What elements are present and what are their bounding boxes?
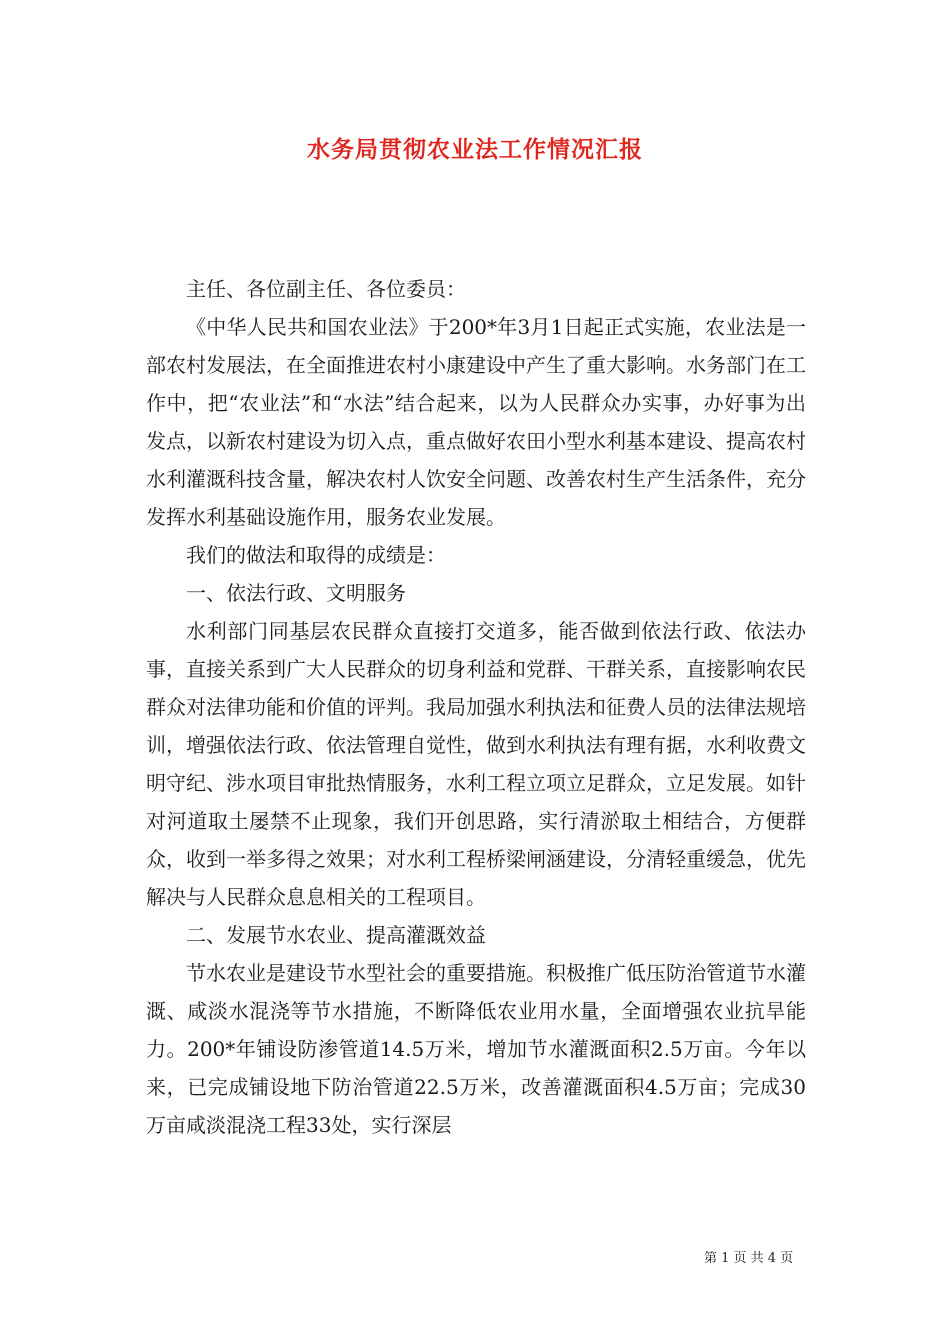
section-1-paragraph: 水利部门同基层农民群众直接打交道多，能否做到依法行政、依法办事，直接关系到广大人民群众的切身利益和党群、干群关系，直接影响农民群众对法律功能和价值的评判。我局加强水利执法和征费人员的法律法规培训，增强依法行政、依法管理自觉性，做到水利执法有理有据，水利收费文明守纪、涉水项目审批热情服务，水利工程立项立足群众，立足发展。如针对河道取土屡禁不止现象，我们开创思路，实行清淤取土相结合，方便群众，收到一举多得之效果；对水利工程桥梁闸涵建设，分清轻重缓急，优先解决与人民群众息息相关的工程项目。 [146, 619, 806, 909]
section-heading-2: 二、发展节水农业、提高灌溉效益 [186, 923, 486, 947]
page-number-footer: 第 1 页 共 4 页 [704, 1251, 794, 1266]
achievements-intro-paragraph: 我们的做法和取得的成绩是： [186, 543, 446, 567]
section-heading-1: 一、依法行政、文明服务 [186, 581, 406, 605]
section-2-paragraph: 节水农业是建设节水型社会的重要措施。积极推广低压防治管道节水灌溉、咸淡水混浇等节水措施，不断降低农业用水量，全面增强农业抗旱能力。200*年铺设防渗管道14.5万米，增加节水灌溉面积2.5万亩。今年以来，已完成铺设地下防治管道22.5万米，改善灌溉面积4.5万亩；完成30万亩咸淡混浇工程33处，实行深层 [146, 961, 806, 1137]
document-body [146, 270, 806, 1144]
intro-paragraph: 《中华人民共和国农业法》于200*年3月1日起正式实施，农业法是一部农村发展法，在全面推进农村小康建设中产生了重大影响。水务部门在工作中，把“农业法”和“水法”结合起来，以为人民群众办实事，办好事为出发点，以新农村建设为切入点，重点做好农田小型水利基本建设、提高农村水利灌溉科技含量，解决农村人饮安全问题、改善农村生产生活条件，充分发挥水利基础设施作用，服务农业发展。 [146, 315, 806, 529]
document-title: 水务局贯彻农业法工作情况汇报 [307, 136, 643, 163]
salutation-paragraph: 主任、各位副主任、各位委员： [186, 277, 466, 301]
